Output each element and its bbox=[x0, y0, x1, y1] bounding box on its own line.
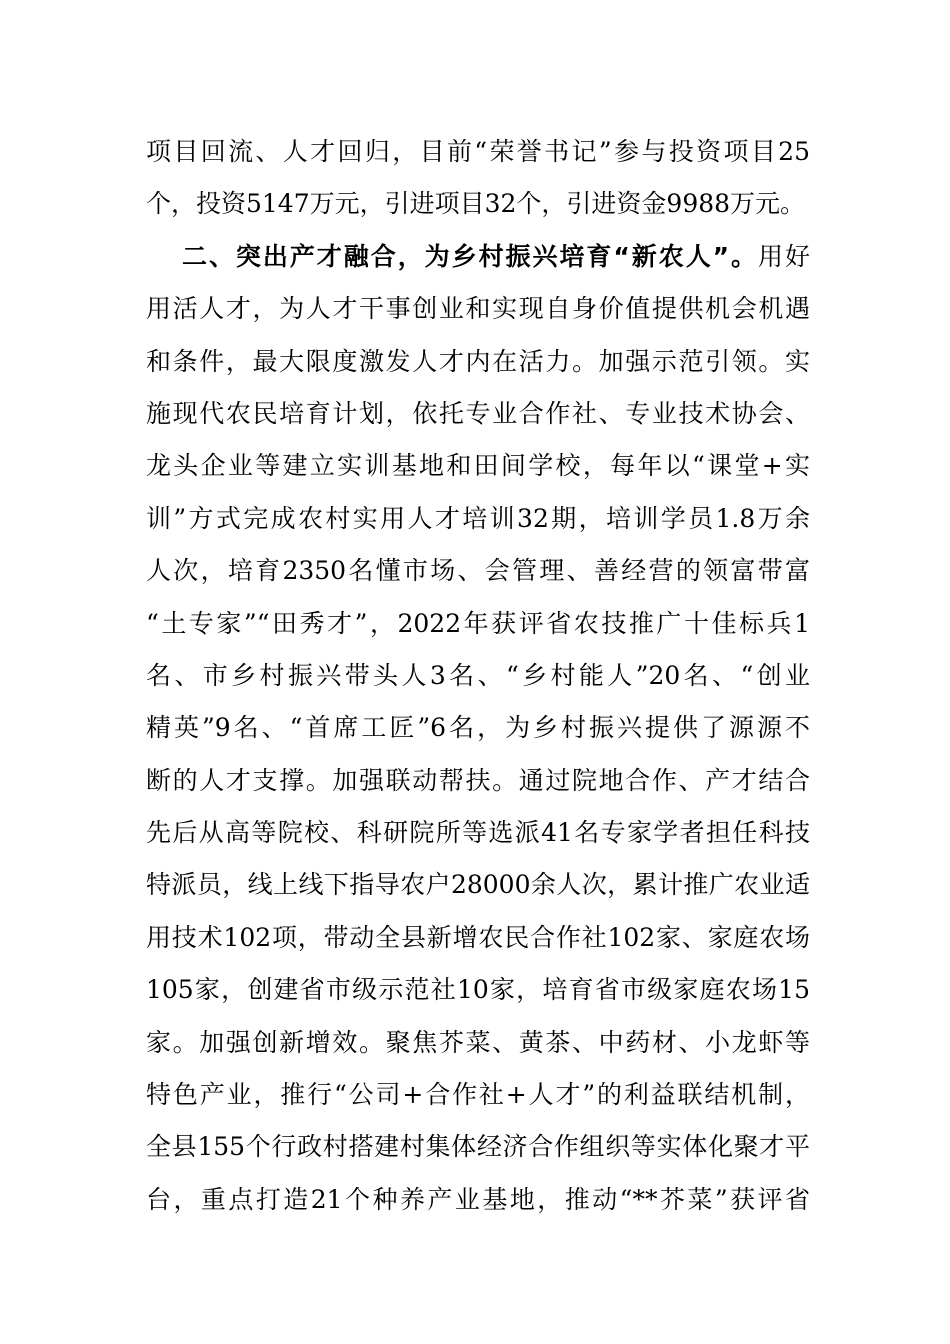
section-heading-line bbox=[146, 237, 810, 289]
text-line: 断的人才支撑。加强联动帮扶。通过院地合作、产才结合 bbox=[146, 765, 810, 795]
text-line: 和条件，最大限度激发人才内在活力。加强示范引领。实 bbox=[146, 346, 810, 376]
text-line: 特色产业，推行“公司+合作社+人才”的利益联结机制， bbox=[146, 1080, 810, 1110]
text-line: 精英”9名、“首席工匠”6名，为乡村振兴提供了源源不 bbox=[146, 713, 810, 743]
text-line: 台，重点打造21个种养产业基地，推动“**芥菜”获评省 bbox=[146, 1184, 810, 1214]
text-line: 人次，培育2350名懂市场、会管理、善经营的领富带富 bbox=[146, 556, 810, 586]
text-line: 名、市乡村振兴带头人3名、“乡村能人”20名、“创业 bbox=[146, 660, 810, 690]
text-line: 特派员，线上线下指导农户28000余人次，累计推广农业适 bbox=[146, 870, 810, 900]
text-line: “土专家”“田秀才”，2022年获评省农技推广十佳标兵1 bbox=[146, 608, 810, 638]
text-line: 先后从高等院校、科研院所等选派41名专家学者担任科技 bbox=[146, 818, 810, 848]
section-heading: 二、突出产才融合，为乡村振兴培育“新农人”。 bbox=[182, 241, 759, 271]
text-line: 施现代农民培育计划，依托专业合作社、专业技术协会、 bbox=[146, 398, 810, 428]
text-line: 用技术102项，带动全县新增农民合作社102家、家庭农场 bbox=[146, 922, 810, 952]
text-line: 项目回流、人才回归，目前“荣誉书记”参与投资项目25 bbox=[146, 137, 810, 166]
text-line: 全县155个行政村搭建村集体经济合作组织等实体化聚才平 bbox=[146, 1132, 810, 1162]
text-line: 个，投资5147万元，引进项目32个，引进资金9988万元。 bbox=[146, 189, 806, 219]
text-line: 训”方式完成农村实用人才培训32期，培训学员1.8万余 bbox=[146, 503, 810, 533]
text-line: 105家，创建省市级示范社10家，培育省市级家庭农场15 bbox=[146, 975, 810, 1005]
text-line: 家。加强创新增效。聚焦芥菜、黄茶、中药材、小龙虾等 bbox=[146, 1027, 810, 1057]
text-line: 用活人才，为人才干事创业和实现自身价值提供机会机遇 bbox=[146, 294, 810, 324]
text-line: 龙头企业等建立实训基地和田间学校，每年以“课堂+实 bbox=[146, 451, 810, 481]
document-body bbox=[146, 132, 810, 1232]
text-run: 用好 bbox=[758, 241, 810, 271]
